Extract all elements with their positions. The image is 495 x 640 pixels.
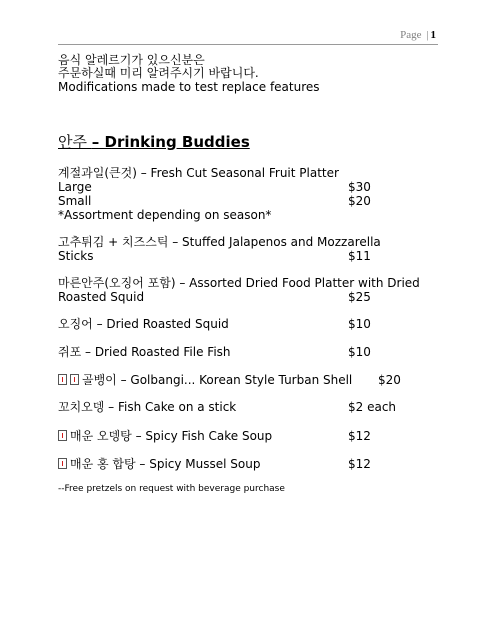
spicy-pepper-icon — [58, 430, 67, 441]
fishcake-stick-price: $2 each — [348, 400, 397, 414]
mussel-soup-row — [58, 457, 260, 471]
dried-platter-name-line-2: Roasted Squid — [58, 290, 145, 304]
fruit-large-price: $30 — [348, 180, 371, 194]
golbangi-row — [58, 373, 352, 387]
squid-price: $10 — [348, 317, 371, 331]
fruit-small-label: Small — [58, 194, 92, 208]
page-number-label — [400, 29, 436, 41]
jalapenos-price: $11 — [348, 249, 371, 263]
golbangi-price: $20 — [378, 373, 401, 387]
fruit-platter-name: 계절과일(큰것) – Fresh Cut Seasonal Fruit Platter — [58, 166, 339, 180]
section-heading-english: – Drinking Buddies — [91, 133, 250, 151]
fishcake-stick-name: 꼬치오뎅 – Fish Cake on a stick — [58, 400, 237, 414]
fruit-assortment-note: *Assortment depending on season* — [58, 208, 272, 222]
spicy-pepper-icon — [58, 458, 67, 469]
section-heading-korean: 안주 — [58, 133, 87, 151]
fishcake-soup-row — [58, 429, 272, 443]
dried-platter-price: $25 — [348, 290, 371, 304]
jalapenos-name-line-2: Sticks — [58, 249, 94, 263]
fishcake-soup-price: $12 — [348, 429, 371, 443]
jalapenos-name-line-1: 고추튀김 + 치즈스틱 – Stuffed Jalapenos and Mozzarella — [58, 235, 381, 249]
fishcake-soup-name: 매운 오뎅탕 – Spicy Fish Cake Soup — [70, 429, 273, 443]
squid-name: 오징어 – Dried Roasted Squid — [58, 317, 229, 331]
fruit-small-price: $20 — [348, 194, 371, 208]
page-word: Page — [400, 29, 422, 41]
filefish-name: 쥐포 – Dried Roasted File Fish — [58, 345, 231, 359]
page-header — [58, 28, 438, 45]
spicy-pepper-icon — [70, 374, 79, 385]
page-separator: | — [426, 29, 429, 41]
filefish-price: $10 — [348, 345, 371, 359]
mussel-soup-name: 매운 홍 합탕 – Spicy Mussel Soup — [70, 457, 261, 471]
allergy-notice-line-2: 주문하실때 미리 알려주시기 바랍니다. — [58, 66, 259, 80]
dried-platter-name-line-1: 마른안주(오징어 포함) – Assorted Dried Food Platter with Dried — [58, 276, 420, 290]
free-pretzels-footnote: --Free pretzels on request with beverage purchase — [58, 484, 285, 494]
section-heading — [58, 133, 250, 151]
fruit-large-label: Large — [58, 180, 92, 194]
modifications-note: Modifications made to test replace features — [58, 80, 320, 94]
allergy-notice-line-1: 음식 알레르기가 있으신분은 — [58, 53, 205, 67]
mussel-soup-price: $12 — [348, 457, 371, 471]
page-number: 1 — [430, 29, 436, 41]
golbangi-name: 골뱅이 – Golbangi... Korean Style Turban Shell — [82, 373, 353, 387]
spicy-pepper-icon — [58, 374, 67, 385]
